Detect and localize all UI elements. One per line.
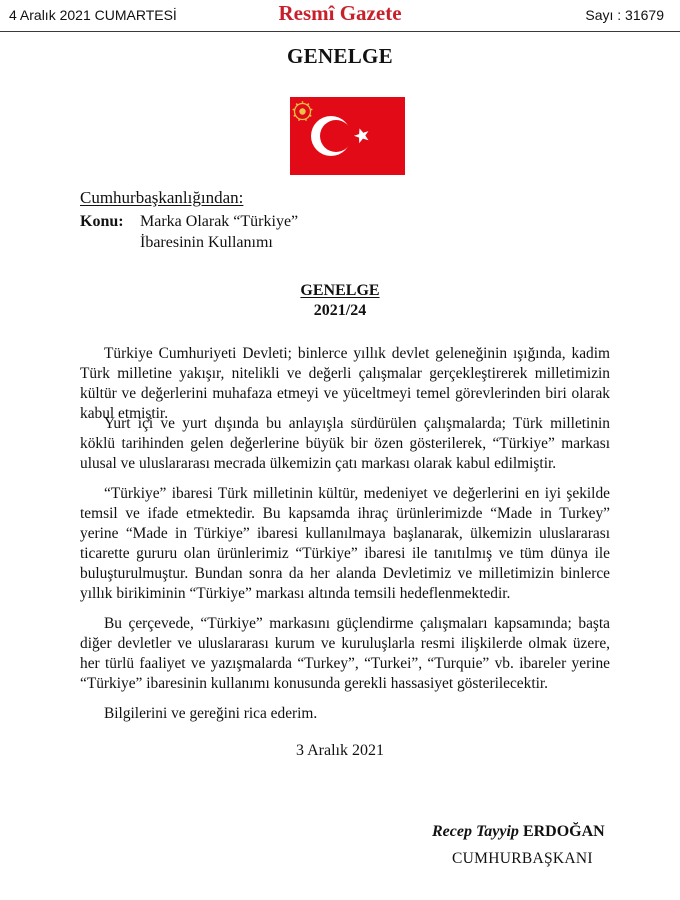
issuing-authority: Cumhurbaşkanlığından: [80, 188, 244, 207]
signatory-title: CUMHURBAŞKANI [452, 850, 593, 867]
subject-label: Konu: [80, 213, 124, 230]
body-paragraph-1: Türkiye Cumhuriyeti Devleti; binlerce yıllık devlet geleneğinin ışığında, kadim Türk milletine yakışır, nitelikli ve değerli çalışmalar gerçekleştirerek milletimizin kültür ve değerlerini muhafaza etmeyi ve yüceltmeyi temel görevlerinden biri olarak kabul etmiştir. [80, 345, 610, 422]
closing-sentence: Bilgilerini ve gereğini rica ederim. [104, 705, 318, 722]
subject-line-1: Marka Olarak “Türkiye” [140, 213, 299, 230]
circular-number: 2021/24 [313, 302, 367, 319]
gazette-title: Resmî Gazete [278, 1, 402, 25]
body-paragraph-2: Yurt içi ve yurt dışında bu anlayışla sürdürülen çalışmalarda; Türk milletinin köklü tarihinden gelen değerlerine büyük bir özen gösterilerek, “Türkiye” markası ulusal ve uluslararası mecrada ülkemizin çatı markası olarak kabul edilmiştir. [80, 415, 610, 472]
turkish-flag-icon [290, 97, 405, 175]
signatory-surname: ERDOĞAN [522, 823, 605, 840]
publication-date: 4 Aralık 2021 CUMARTESİ [9, 7, 177, 23]
circular-date: 3 Aralık 2021 [296, 742, 384, 759]
circular-title: GENELGE [300, 282, 380, 299]
signatory-given-name: Recep Tayyip [432, 823, 519, 840]
subject-line-2: İbaresinin Kullanımı [140, 234, 273, 251]
issue-number: Sayı : 31679 [585, 7, 664, 23]
signatory-name [432, 823, 605, 841]
body-paragraph-3: “Türkiye” ibaresi Türk milletinin kültür, medeniyet ve değerlerini en iyi şekilde temsil ve ifade etmektedir. Bu kapsamda ihraç ürünlerimizde “Made in Turkey” yerine “Made in Türkiye” ibaresi kullanılmaya başlanarak, ülkemizin uluslararası ticarette gururu olan ürünlerimiz “Türkiye” ibaresi ile tanıtılmış ve tüm dünya ile buluşturulmuştur. Bundan sonra da her alanda Devletimiz ve milletimizin binlerce yıllık birikiminin “Türkiye” markası altında temsili hedeflenmektedir. [80, 485, 610, 602]
header-divider [0, 31, 680, 32]
body-paragraph-4: Bu çerçevede, “Türkiye” markasını güçlendirme çalışmaları kapsamında; başta diğer devletler ve uluslararası kurum ve kuruluşlarla resmi ilişkilerde olmak üzere, her türlü faaliyet ve yazışmalarda “Turkey”, “Turkei”, “Turquie” vb. ibareler yerine “Türkiye” ibaresinin kullanımı konusunda gerekli hassasiyet gösterilecektir. [80, 615, 610, 692]
document-type-heading: GENELGE [287, 44, 393, 68]
crescent-inner [320, 120, 352, 152]
gazette-header [0, 0, 680, 30]
